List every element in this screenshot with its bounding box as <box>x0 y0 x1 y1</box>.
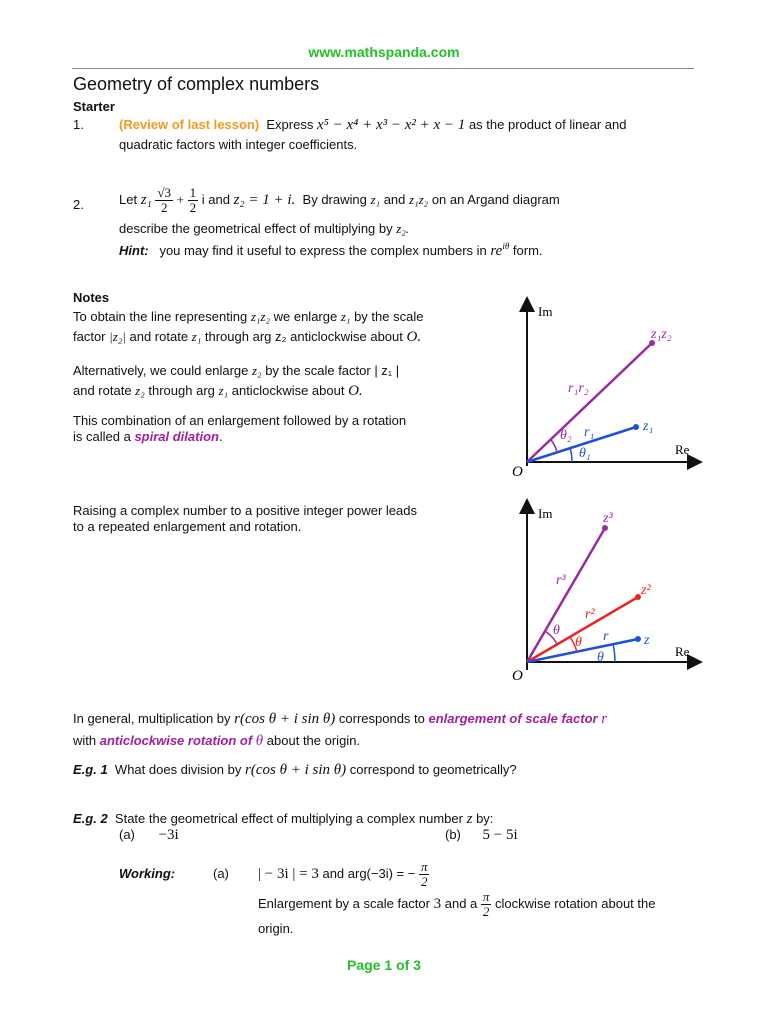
angle-arc-theta2 <box>551 440 557 452</box>
angle-arc-theta1 <box>570 448 572 462</box>
q1-line2: quadratic factors with integer coefficients. <box>119 137 358 152</box>
pi-over-2-b: $\frac{\pi}{2}$ <box>482 888 490 920</box>
q2-let: Let <box>119 192 138 207</box>
page-title: Geometry of complex numbers <box>73 74 320 94</box>
label-theta-z: θ <box>597 650 604 665</box>
label-z3: z³ <box>603 511 613 526</box>
q2-and: and <box>383 192 406 207</box>
q2-plus: + <box>176 192 184 207</box>
vector-z1z2 <box>527 343 652 462</box>
q2-line2: describe the geometrical effect of multiplying by z₂. <box>119 221 410 236</box>
header-rule <box>72 68 694 69</box>
eg2-label: E.g. 2 <box>73 811 108 826</box>
header-url[interactable]: www.mathspanda.com <box>308 44 460 60</box>
q1-tail: as the product of linear and <box>468 117 627 132</box>
point-z1 <box>633 424 639 430</box>
working-a-line3: origin. <box>258 921 294 936</box>
q2-number: 2. <box>73 197 84 212</box>
q1-express: Express <box>266 117 314 132</box>
vector-z2 <box>527 597 638 662</box>
working-a-line2: Enlargement by a scale factor 3 and a $\frac{\pi}{2}$ clockwise rotation about the <box>258 888 656 920</box>
working-label: Working: <box>119 866 176 881</box>
page-number: Page 1 of 3 <box>347 957 421 973</box>
angle-arc-z <box>613 644 615 662</box>
spiral-dilation-term: spiral dilation <box>134 429 219 444</box>
label-r1: r₁ <box>584 425 595 440</box>
label-z1z2: z₁z₂ <box>651 327 672 342</box>
enlargement-term: enlargement of scale factor <box>428 711 598 726</box>
one-over-2: $\frac{1}{2}$ <box>189 184 197 216</box>
q2-line1 <box>119 178 719 222</box>
point-z <box>635 636 641 642</box>
argand-diagram-2 <box>505 498 705 688</box>
q1-polynomial: x⁵ − x⁴ + x³ − x² + x − 1 <box>316 117 466 133</box>
hint-label: Hint: <box>119 243 149 258</box>
re-label: Re <box>675 644 690 659</box>
q2-z2-def: z₂ = 1 + i. <box>233 192 296 208</box>
vector-z3 <box>527 528 605 662</box>
argand-diagram-1 <box>505 296 705 486</box>
label-theta2: θ₂ <box>560 428 572 443</box>
label-z2: z² <box>641 583 651 598</box>
im-label: Im <box>538 304 553 319</box>
eg2-part-a: (a) −3i <box>119 827 179 843</box>
vector-z <box>527 639 638 662</box>
hint-text: you may find it useful to express the complex numbers in <box>159 243 487 258</box>
label-theta-z2: θ <box>575 635 582 650</box>
label-z: z <box>644 633 650 648</box>
working-a-line1: | − 3i | = 3 and arg(−3i) = − $\frac{\pi}{2}$ <box>258 858 428 890</box>
notes-heading: Notes <box>73 290 110 305</box>
origin-label: O <box>512 464 523 480</box>
eg1-label: E.g. 1 <box>73 762 108 777</box>
working-a-label: (a) <box>213 866 229 881</box>
q2-z1: z₁ <box>370 192 381 207</box>
eg2-part-b: (b) 5 − 5i <box>445 827 518 843</box>
starter-heading: Starter <box>73 99 115 114</box>
q2-argand: on an Argand diagram <box>431 192 560 207</box>
q2-z2: z₂. <box>396 221 410 236</box>
label-theta-z3: θ <box>553 623 560 638</box>
label-theta1: θ₁ <box>579 446 591 461</box>
label-z1: z₁ <box>643 419 654 434</box>
q1-text <box>119 115 709 154</box>
q2-z1z2: z₁z₂ <box>409 192 429 207</box>
label-r1r2: r₁r₂ <box>568 381 589 396</box>
label-r: r <box>603 629 609 644</box>
notes-p4: Raising a complex number to a positive integer power leads to a repeated enlargement and rotation. <box>73 503 417 534</box>
notes-p2: Alternatively, we could enlarge z₂ by the scale factor | z₁ | and rotate z₂ through arg z₁ anticlockwise about O. <box>73 363 400 399</box>
notes-p1: To obtain the line representing z₁z₂ we enlarge z₁ by the scale factor |z₂| and rotate z₁ through arg z₂ anticlockwise about O. <box>73 309 424 345</box>
notes-p3: This combination of an enlargement followed by a rotation is called a spiral dilation. <box>73 413 407 444</box>
example-2: E.g. 2 State the geometrical effect of multiplying a complex number z by: <box>73 811 494 827</box>
q2-z1-def: z₁ <box>140 192 152 208</box>
rotation-term: anticlockwise rotation of <box>99 733 253 748</box>
re-itheta: $re^{i\theta}$ <box>490 241 510 259</box>
q2-hint <box>119 241 543 260</box>
im-label: Im <box>538 506 553 521</box>
q1-number: 1. <box>73 117 84 132</box>
label-r3: r³ <box>556 573 566 588</box>
review-label: (Review of last lesson) <box>119 117 260 132</box>
pi-over-2: $\frac{\pi}{2}$ <box>420 858 428 890</box>
label-r2: r² <box>585 607 595 622</box>
hint-form: form. <box>512 243 543 258</box>
general-statement: In general, multiplication by r(cos θ + i sin θ) corresponds to enlargement of scale factor r with anticlockwise rotation of θ about the origin. <box>73 711 608 749</box>
q2-by-drawing: By drawing <box>302 192 367 207</box>
sqrt3-over-2: $\frac{√3}{2}$ <box>157 184 172 216</box>
re-label: Re <box>675 442 690 457</box>
q2-i-and: i and <box>201 192 230 207</box>
origin-label: O <box>512 668 523 684</box>
example-1: E.g. 1 What does division by r(cos θ + i sin θ) correspond to geometrically? <box>73 762 517 778</box>
